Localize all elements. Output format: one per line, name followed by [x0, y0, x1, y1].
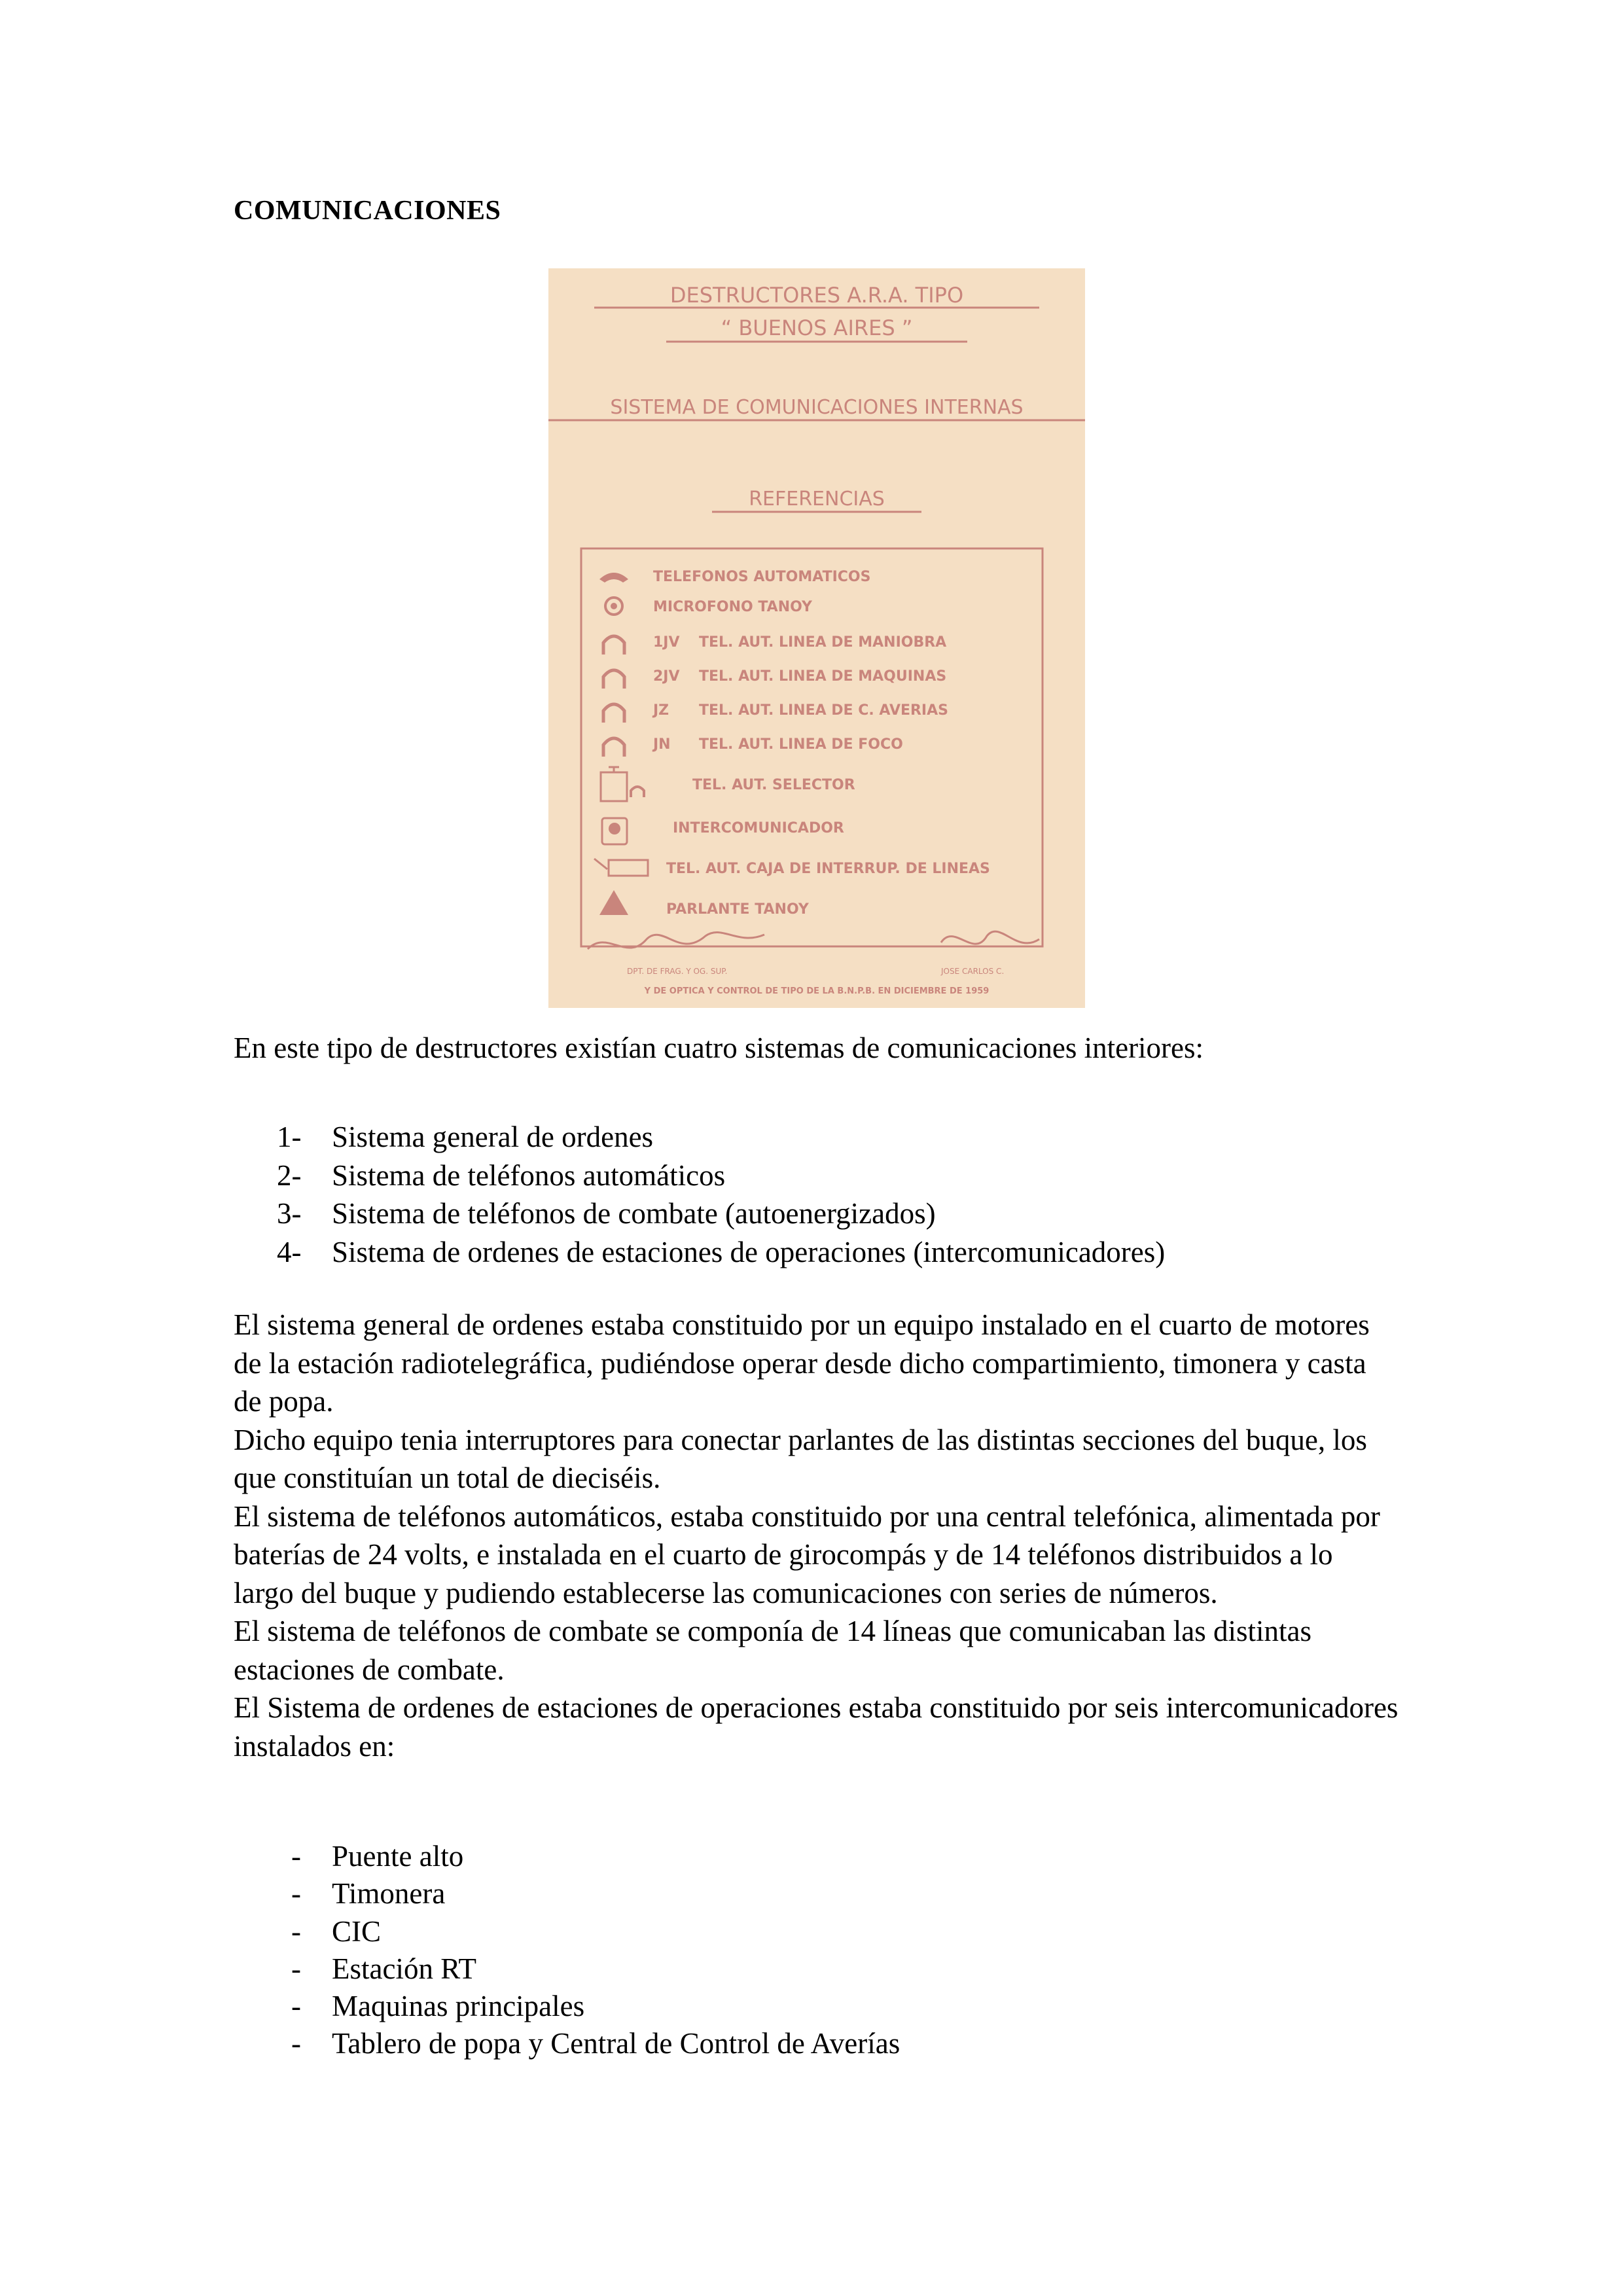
list-item-text: Sistema de ordenes de estaciones de operaciones (intercomunicadores) [332, 1235, 1166, 1268]
systems-list [234, 1118, 1165, 1271]
legend-code: JZ [653, 702, 669, 719]
paragraph: El sistema de teléfonos automáticos, estaba constituido por una central telefónica, alimentada por baterías de 24 volts, e instalada en el cuarto de girocompás y de 14 teléfonos distribuidos a lo largo del buque y pudiendo establecerse las comunicaciones con series de números. [234, 1499, 1380, 1609]
list-item-text: Sistema de teléfonos de combate (autoenergizados) [332, 1197, 936, 1230]
list-marker: 2- [277, 1158, 302, 1192]
communications-legend-scan [548, 268, 1085, 1008]
list-marker: 1- [277, 1121, 302, 1153]
legend-code: JN [653, 736, 671, 753]
figure-footer: Y DE OPTICA Y CONTROL DE TIPO DE LA B.N.P.B. EN DICIEMBRE DE 1959 [644, 986, 990, 996]
list-item [234, 1194, 1165, 1233]
list-item-text: CIC [332, 1914, 382, 1948]
list-item-text: Tablero de popa y Central de Control de Averías [332, 2027, 901, 2060]
figure-section-title: REFERENCIAS [749, 488, 885, 511]
legend-label: TEL. AUT. CAJA DE INTERRUP. DE LINEAS [666, 861, 990, 877]
list-marker: 4- [277, 1235, 302, 1268]
legend-label: INTERCOMUNICADOR [673, 820, 844, 836]
legend-label: TELEFONOS AUTOMATICOS [653, 569, 871, 585]
list-marker: - [291, 1840, 301, 1873]
intro-paragraph: En este tipo de destructores existían cuatro sistemas de comunicaciones interiores: [234, 1031, 1204, 1064]
legend-label: MICROFONO TANOY [653, 599, 812, 615]
stamp-left: DPT. DE FRAG. Y OG. SUP. [627, 967, 728, 976]
paragraph: El Sistema de ordenes de estaciones de operaciones estaba constituido por seis intercomunicadores instalados en: [234, 1691, 1399, 1763]
list-marker: - [291, 1990, 301, 2023]
figure-title-2: “ BUENOS AIRES ” [721, 315, 913, 340]
list-item-text: Estación RT [332, 1952, 477, 1985]
list-marker: - [291, 2027, 301, 2060]
legend-label: TEL. AUT. LINEA DE MAQUINAS [699, 668, 947, 685]
legend-label: TEL. AUT. LINEA DE MANIOBRA [699, 634, 947, 651]
list-item-text: Timonera [332, 1877, 446, 1910]
figure-title-1: DESTRUCTORES A.R.A. TIPO [669, 283, 964, 308]
list-item-text: Maquinas principales [332, 1990, 585, 2023]
list-marker: - [291, 1914, 301, 1948]
list-item [234, 1157, 1165, 1195]
list-marker: 3- [277, 1197, 302, 1230]
body-paragraphs [234, 1306, 1399, 1765]
locations-list [234, 1838, 900, 2063]
list-item-text: Sistema general de ordenes [332, 1121, 654, 1153]
legend-label: TEL. AUT. SELECTOR [692, 777, 855, 793]
list-item [234, 1233, 1165, 1272]
legend-label: TEL. AUT. LINEA DE C. AVERIAS [699, 702, 948, 719]
list-marker: - [291, 1877, 301, 1910]
list-item [234, 1950, 900, 1988]
list-item [234, 1118, 1165, 1157]
stamp-right: JOSE CARLOS C. [941, 967, 1005, 976]
list-item [234, 2025, 900, 2062]
list-item [234, 1913, 900, 1950]
paragraph: El sistema general de ordenes estaba constituido por un equipo instalado en el cuarto de motores de la estación radiotelegráfica, pudiéndose operar desde dicho compartimiento, timonera y casta de popa. [234, 1308, 1370, 1418]
list-item [234, 1838, 900, 1875]
figure-title-3: SISTEMA DE COMUNICACIONES INTERNAS [610, 396, 1024, 419]
paragraph: El sistema de teléfonos de combate se componía de 14 líneas que comunicaban las distintas estaciones de combate. [234, 1615, 1312, 1686]
list-item [234, 1875, 900, 1912]
list-item-text: Sistema de teléfonos automáticos [332, 1158, 726, 1192]
list-item [234, 1988, 900, 2025]
legend-code: 1JV [653, 634, 680, 651]
list-marker: - [291, 1952, 301, 1985]
legend-label: TEL. AUT. LINEA DE FOCO [699, 736, 903, 753]
page-title: COMUNICACIONES [234, 196, 501, 226]
legend-label: PARLANTE TANOY [666, 901, 809, 918]
paragraph: Dicho equipo tenia interruptores para conectar parlantes de las distintas secciones del buque, los que constituían un total de dieciséis. [234, 1423, 1367, 1494]
list-item-text: Puente alto [332, 1840, 464, 1873]
legend-code: 2JV [653, 668, 680, 685]
